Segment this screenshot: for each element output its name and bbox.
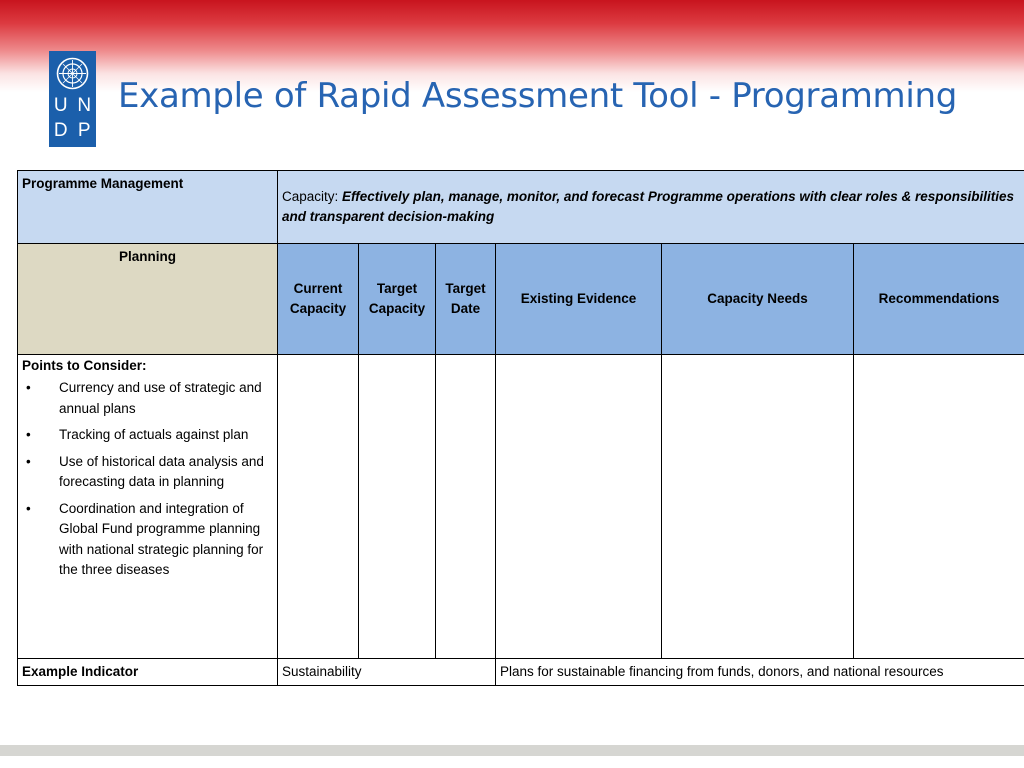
column-header-current-capacity: Current Capacity [278,244,359,355]
logo-letter: N [77,95,92,116]
capacity-needs-cell[interactable] [662,355,854,659]
table-row [18,171,1024,244]
list-item: • Coordination and integration of Global Fund programme planning with national strategic planning for the three diseases [22,499,273,581]
column-header-existing-evidence: Existing Evidence [496,244,662,355]
example-indicator-label: Example Indicator [18,659,278,686]
capacity-cell [278,171,1024,244]
column-header-recommendations: Recommendations [854,244,1024,355]
indicator-description: Plans for sustainable financing from funds, donors, and national resources [496,659,1024,686]
current-capacity-cell[interactable] [278,355,359,659]
slide-title: Example of Rapid Assessment Tool - Programming [118,76,958,116]
logo-letters [49,95,96,142]
table-row [18,355,1024,659]
capacity-text: Effectively plan, manage, monitor, and forecast Programme operations with clear roles & responsibilities and transparent decision-making [282,189,1014,224]
list-item: • Use of historical data analysis and forecasting data in planning [22,452,273,493]
undp-logo [49,51,96,147]
list-item: • Tracking of actuals against plan [22,425,273,446]
logo-letter: D [53,120,68,141]
planning-label: Planning [18,244,278,355]
points-list [22,378,273,581]
table-row [18,244,1024,355]
target-date-cell[interactable] [436,355,496,659]
recommendations-cell[interactable] [854,355,1024,659]
programme-management-label: Programme Management [18,171,278,244]
assessment-table [17,170,1024,686]
column-header-capacity-needs: Capacity Needs [662,244,854,355]
column-header-target-date: Target Date [436,244,496,355]
existing-evidence-cell[interactable] [496,355,662,659]
capacity-prefix: Capacity: [282,189,343,204]
table-row [18,659,1024,686]
column-header-target-capacity: Target Capacity [359,244,436,355]
un-emblem-icon [56,57,89,90]
logo-letter: U [53,95,68,116]
list-item: • Currency and use of strategic and annual plans [22,378,273,419]
indicator-value: Sustainability [278,659,496,686]
points-title: Points to Consider: [22,358,147,373]
points-to-consider-cell [18,355,278,659]
target-capacity-cell[interactable] [359,355,436,659]
logo-letter: P [77,120,91,141]
footer-bar [0,745,1024,756]
